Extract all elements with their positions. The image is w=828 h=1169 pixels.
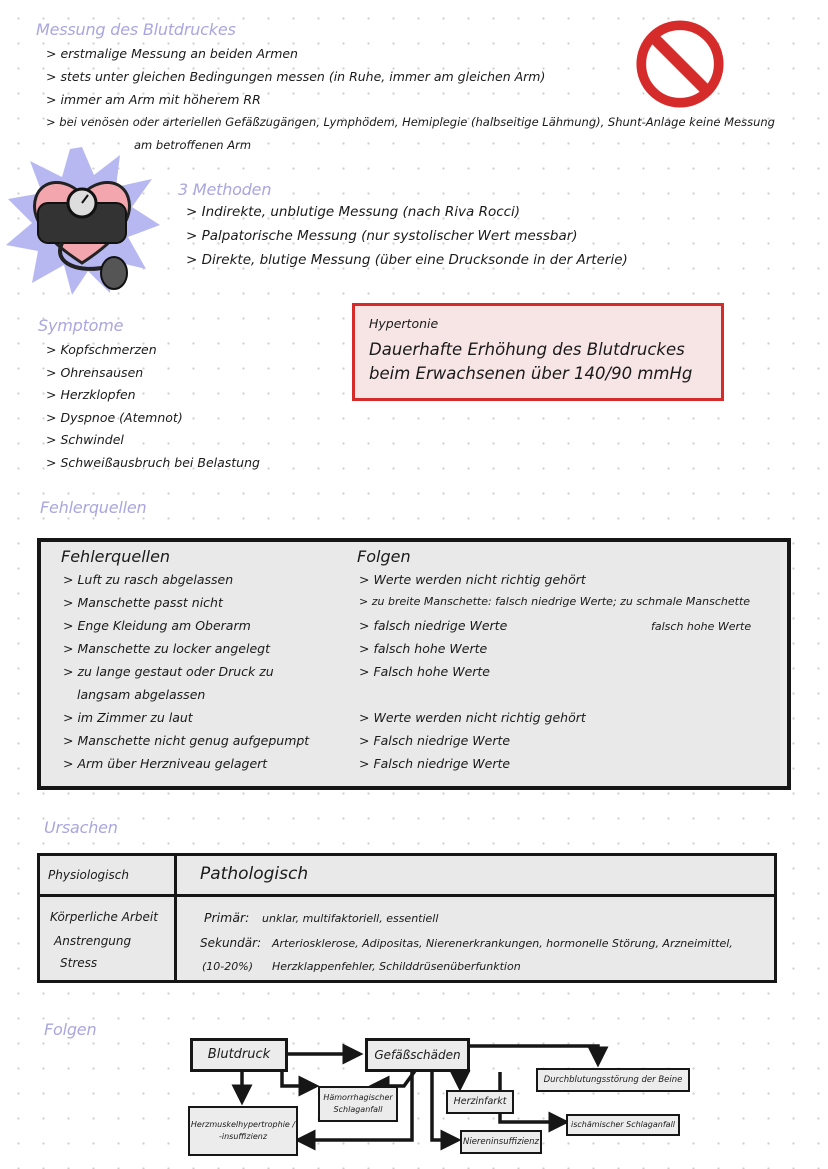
error-consequence: > Falsch niedrige Werte bbox=[359, 756, 510, 771]
causes-heading: Ursachen bbox=[44, 818, 118, 837]
hypertension-title: Hypertonie bbox=[369, 316, 439, 331]
arrow-gefaess-durchblutung bbox=[470, 1046, 598, 1064]
error-consequence: > Falsch hohe Werte bbox=[359, 664, 490, 679]
method-item: > Direkte, blutige Messung (über eine Drucksonde in der Arterie) bbox=[186, 252, 628, 276]
error-consequence: > Werte werden nicht richtig gehört bbox=[359, 710, 586, 725]
symptom-item: > Ohrensausen bbox=[46, 365, 260, 388]
symptoms-heading: Symptome bbox=[38, 316, 124, 335]
causes-col-patho: Pathologisch bbox=[200, 864, 309, 884]
method-item: > Indirekte, unblutige Messung (nach Riva Rocci) bbox=[186, 204, 628, 228]
error-consequence: > zu breite Manschette: falsch niedrige Werte; zu schmale Manschette bbox=[359, 595, 750, 608]
error-consequence: > falsch hohe Werte bbox=[359, 641, 487, 656]
error-source: > Manschette nicht genug aufgepumpt bbox=[63, 733, 309, 748]
measurement-item: > immer am Arm mit höherem RR bbox=[46, 92, 775, 115]
measurement-item-continuation: am betroffenen Arm bbox=[134, 138, 252, 152]
symptom-item: > Schweißausbruch bei Belastung bbox=[46, 455, 260, 478]
node-durchblutungsstoerung: Durchblutungsstörung der Beine bbox=[536, 1068, 690, 1092]
methods-heading: 3 Methoden bbox=[178, 180, 272, 199]
node-niereninsuffizienz: Niereninsuffizienz bbox=[460, 1130, 542, 1154]
node-herzmuskel: Herzmuskelhypertrophie / -insuffizienz bbox=[188, 1106, 298, 1156]
symptom-item: > Herzklopfen bbox=[46, 387, 260, 410]
measurement-item: > stets unter gleichen Bedingungen messen (in Ruhe, immer am gleichen Arm) bbox=[46, 69, 775, 92]
node-blutdruck: Blutdruck bbox=[190, 1038, 288, 1072]
physio-item: Stress bbox=[60, 956, 98, 970]
primary-text: unklar, multifaktoriell, essentiell bbox=[262, 912, 439, 925]
node-ischaemischer-schlaganfall: ischämischer Schlaganfall bbox=[566, 1114, 680, 1136]
error-source: > zu lange gestaut oder Druck zu bbox=[63, 664, 274, 679]
error-source: > Luft zu rasch abgelassen bbox=[63, 572, 233, 587]
errors-heading: Fehlerquellen bbox=[40, 498, 147, 517]
error-source: > Manschette zu locker angelegt bbox=[63, 641, 270, 656]
node-gefaessschaeden: Gefäßschäden bbox=[365, 1038, 470, 1072]
errors-col-consequences: Folgen bbox=[357, 547, 411, 566]
secondary-label: Sekundär: bbox=[200, 936, 262, 950]
error-consequence: > falsch niedrige Werte bbox=[359, 618, 507, 633]
primary-label: Primär: bbox=[204, 910, 250, 925]
error-source-continuation: langsam abgelassen bbox=[77, 687, 206, 702]
node-herzinfarkt: Herzinfarkt bbox=[446, 1090, 514, 1114]
error-consequence-extra: falsch hohe Werte bbox=[651, 620, 752, 633]
error-source: > im Zimmer zu laut bbox=[63, 710, 193, 725]
node-haemorrhagischer-schlaganfall: Hämorrhagischer Schlaganfall bbox=[318, 1086, 398, 1122]
error-source: > Enge Kleidung am Oberarm bbox=[63, 618, 251, 633]
secondary-text-2: Herzklappenfehler, Schilddrüsenüberfunktion bbox=[272, 960, 521, 973]
error-source: > Manschette passt nicht bbox=[63, 595, 223, 610]
arrow-blutdruck-haemo bbox=[282, 1072, 316, 1086]
error-source: > Arm über Herzniveau gelagert bbox=[63, 756, 267, 771]
hypertension-definition: Dauerhafte Erhöhung des Blutdruckes beim Erwachsenen über 140/90 mmHg bbox=[369, 340, 693, 383]
physio-item: Anstrengung bbox=[54, 934, 132, 948]
measurement-item: > bei venösen oder arteriellen Gefäßzugängen, Lymphödem, Hemiplegie (halbseitige Lähmung), Shunt-Anlage keine Messung bbox=[46, 115, 775, 138]
measurement-heading: Messung des Blutdruckes bbox=[36, 20, 236, 39]
symptom-item: > Kopfschmerzen bbox=[46, 342, 260, 365]
method-item: > Palpatorische Messung (nur systolischer Wert messbar) bbox=[186, 228, 628, 252]
symptom-item: > Dyspnoe (Atemnot) bbox=[46, 410, 260, 433]
measurement-item: > erstmalige Messung an beiden Armen bbox=[46, 46, 775, 69]
secondary-percentage: (10-20%) bbox=[202, 960, 253, 973]
errors-col-sources: Fehlerquellen bbox=[61, 547, 171, 566]
consequences-heading: Folgen bbox=[44, 1020, 97, 1039]
causes-col-physio: Physiologisch bbox=[48, 868, 129, 882]
error-consequence: > Werte werden nicht richtig gehört bbox=[359, 572, 586, 587]
symptom-item: > Schwindel bbox=[46, 432, 260, 455]
secondary-text: Arteriosklerose, Adipositas, Nierenerkrankungen, hormonelle Störung, Arzneimittel, bbox=[272, 937, 733, 950]
error-consequence: > Falsch niedrige Werte bbox=[359, 733, 510, 748]
physio-item: Körperliche Arbeit bbox=[50, 910, 158, 924]
